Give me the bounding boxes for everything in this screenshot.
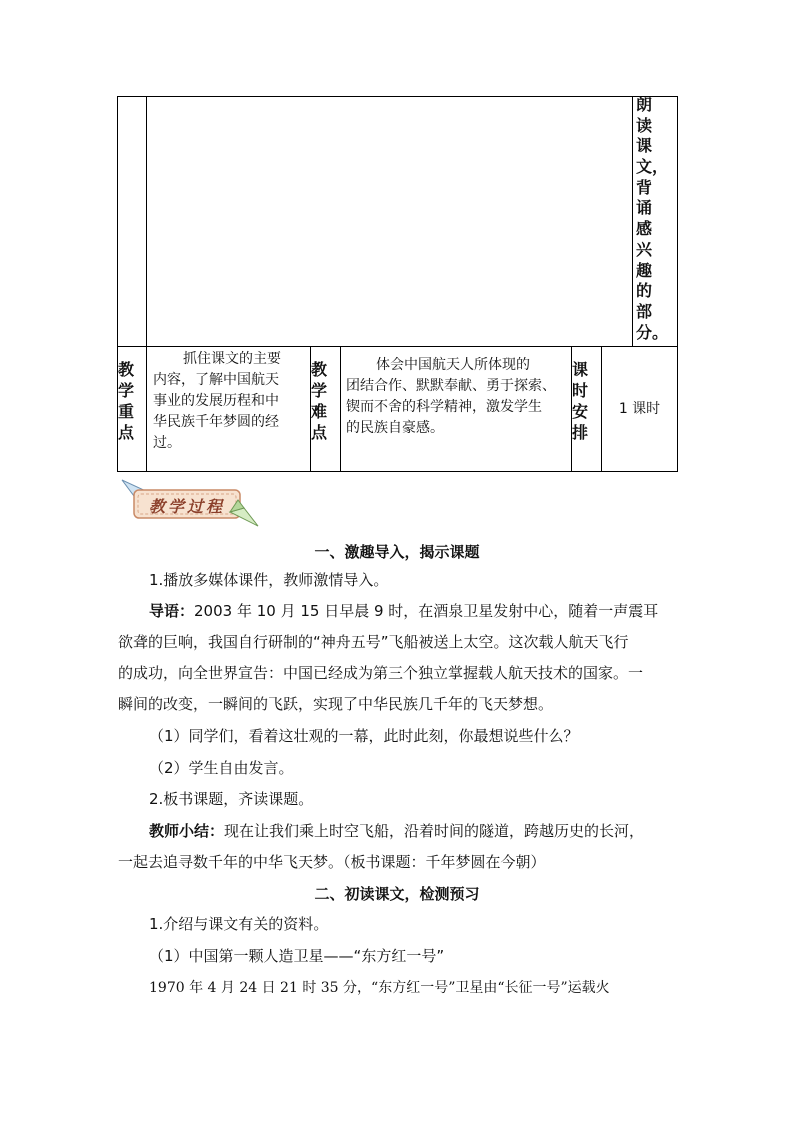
summary-label: 教师小结： xyxy=(149,822,225,840)
section-title-1: 一、激趣导入，揭示课题 xyxy=(314,543,480,561)
top-right-cell-char: 朗 xyxy=(636,95,653,114)
focus-text-line: 抓住课文的主要 xyxy=(183,351,281,367)
focus-text-line: 内容，了解中国航天 xyxy=(153,372,279,388)
schedule-label-char: 排 xyxy=(572,423,589,442)
focus-text-line: 华民族千年梦圆的经 xyxy=(153,414,279,430)
top-right-cell-char: 文， xyxy=(636,157,669,177)
schedule-label xyxy=(572,362,601,446)
teaching-focus-label xyxy=(118,362,146,446)
difficulty-label-char: 难 xyxy=(311,402,328,421)
difficulty-text-line: 体会中国航天人所体现的 xyxy=(376,357,530,373)
schedule-label-char: 安 xyxy=(572,402,589,421)
focus-label-char: 学 xyxy=(118,381,135,400)
difficulty-label-char: 学 xyxy=(311,381,328,400)
top-right-cell-char: 部 xyxy=(636,301,653,321)
difficulty-text-line: 的民族自豪感。 xyxy=(346,420,444,436)
process-banner xyxy=(118,478,263,533)
intro-text-1: 2003 年 10 月 15 日早晨 9 时，在酒泉卫星发射中心，随着一声震耳 xyxy=(194,602,659,620)
section1-sub2: （2）学生自由发言。 xyxy=(149,759,294,777)
process-banner-label: 教学过程 xyxy=(148,497,225,516)
focus-label-char: 重 xyxy=(118,402,135,421)
summary-line-1 xyxy=(149,818,644,845)
section1-item2: 2.板书课题，齐读课题。 xyxy=(149,790,314,808)
teaching-focus-text xyxy=(153,349,307,454)
summary-line-2: 一起去追寻数千年的中华飞天梦。（板书课题：千年梦圆在今朝） xyxy=(118,853,546,871)
teaching-difficulty-label xyxy=(311,362,340,446)
section2-sub1: （1）中国第一颗人造卫星——“东方红一号” xyxy=(149,947,445,965)
top-right-cell-char: 课 xyxy=(636,136,653,156)
schedule-label-char: 课 xyxy=(572,360,589,379)
focus-label-char: 教 xyxy=(118,360,135,379)
section1-sub1: （1）同学们，看着这壮观的一幕，此时此刻，你最想说些什么？ xyxy=(149,727,579,745)
difficulty-text-line: 团结合作、默默奉献、勇于探索、 xyxy=(346,378,556,394)
focus-text-line: 过。 xyxy=(153,435,181,451)
top-right-cell-char: 感 xyxy=(636,219,653,239)
top-right-cell-text xyxy=(636,95,669,345)
intro-line-4: 瞬间的改变，一瞬间的飞跃，实现了中华民族几千年的飞天梦想。 xyxy=(118,695,554,713)
focus-text-line: 事业的发展历程和中 xyxy=(153,393,279,409)
top-right-cell-char: 的 xyxy=(636,281,653,301)
top-right-cell-char: 诵 xyxy=(636,198,653,218)
intro-line-2: 欲聋的巨响，我国自行研制的“神舟五号”飞船被送上太空。这次载人航天飞行 xyxy=(118,633,629,651)
difficulty-label-char: 教 xyxy=(311,360,328,379)
schedule-label-char: 时 xyxy=(572,381,589,400)
top-right-cell-char: 兴 xyxy=(636,239,653,259)
top-right-cell-char: 趣 xyxy=(636,260,653,280)
section2-item1: 1.介绍与课文有关的资料。 xyxy=(149,915,329,933)
top-right-cell-char: 读 xyxy=(636,115,653,135)
top-right-cell-char: 分。 xyxy=(636,322,669,342)
intro-line-1 xyxy=(149,598,658,625)
teaching-difficulty-text xyxy=(346,355,568,439)
section2-detail: 1970 年 4 月 24 日 21 时 35 分，“东方红一号”卫星由“长征一号”运载火 xyxy=(149,980,610,996)
focus-label-char: 点 xyxy=(118,423,135,442)
difficulty-text-line: 锲而不舍的科学精神，激发学生 xyxy=(346,399,542,415)
intro-line-3: 的成功，向全世界宣告：中国已经成为第三个独立掌握载人航天技术的国家。一 xyxy=(118,664,644,682)
summary-text-1: 现在让我们乘上时空飞船，沿着时间的隧道，跨越历史的长河， xyxy=(224,822,645,840)
difficulty-label-char: 点 xyxy=(311,423,328,442)
top-right-cell-char: 背 xyxy=(636,177,653,197)
section1-item1: 1.播放多媒体课件，教师激情导入。 xyxy=(149,571,389,589)
schedule-value: 1 课时 xyxy=(618,401,661,417)
section-title-2: 二、初读课文，检测预习 xyxy=(314,885,480,903)
intro-label: 导语： xyxy=(149,602,195,620)
